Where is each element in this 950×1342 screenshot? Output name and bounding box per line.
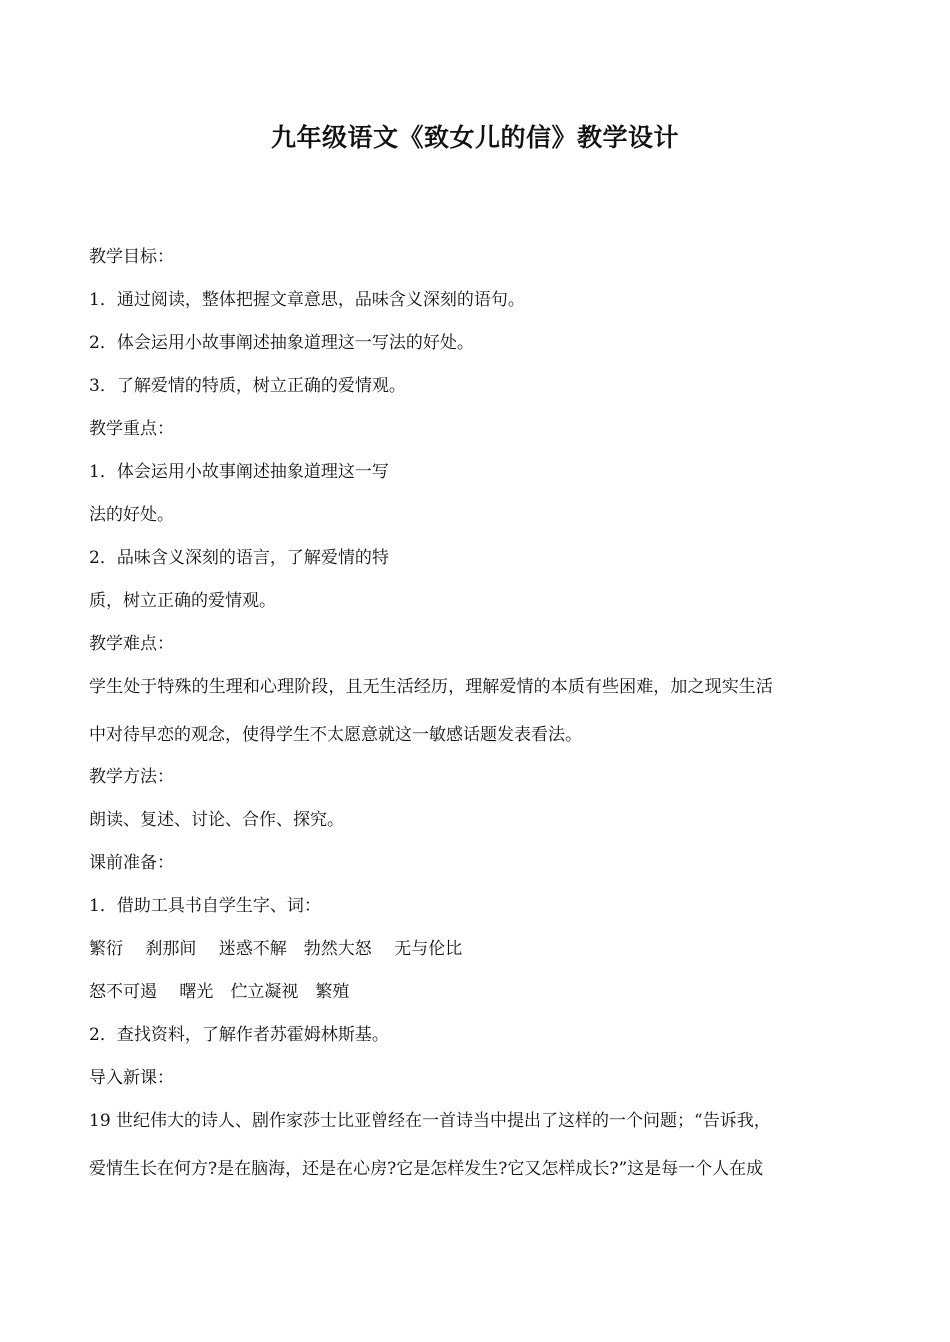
section-heading-difficulties: 教学难点：	[89, 634, 174, 654]
paragraph-line: 质，树立正确的爱情观。	[89, 591, 276, 611]
paragraph-line: 19 世纪伟大的诗人、剧作家莎士比亚曾经在一首诗当中提出了这样的一个问题；“告诉我，	[89, 1111, 771, 1131]
paragraph-line: 1．借助工具书自学生字、词：	[89, 896, 321, 916]
section-heading-objectives: 教学目标：	[89, 247, 174, 267]
section-heading-preparation: 课前准备：	[89, 853, 174, 873]
paragraph-line: 学生处于特殊的生理和心理阶段，且无生活经历，理解爱情的本质有些困难，加之现实生活	[89, 677, 773, 697]
paragraph-line: 2．体会运用小故事阐述抽象道理这一写法的好处。	[89, 333, 474, 353]
section-heading-methods: 教学方法：	[89, 767, 174, 787]
paragraph-line: 中对待早恋的观念，使得学生不太愿意就这一敏感话题发表看法。	[89, 725, 582, 745]
paragraph-line: 2．查找资料，了解作者苏霍姆林斯基。	[89, 1025, 389, 1045]
paragraph-line: 3．了解爱情的特质，树立正确的爱情观。	[89, 376, 406, 396]
section-heading-key-points: 教学重点：	[89, 419, 174, 439]
section-heading-introduction: 导入新课：	[89, 1068, 174, 1088]
vocabulary-line: 繁衍 刹那间 迷惑不解 勃然大怒 无与伦比	[89, 939, 463, 959]
document-title: 九年级语文《致女儿的信》教学设计	[270, 123, 679, 152]
paragraph-line: 法的好处。	[89, 505, 174, 525]
paragraph-line: 2．品味含义深刻的语言，了解爱情的特	[89, 548, 389, 568]
paragraph-line: 1．体会运用小故事阐述抽象道理这一写	[89, 462, 389, 482]
paragraph-line: 1．通过阅读，整体把握文章意思，品味含义深刻的语句。	[89, 290, 525, 310]
paragraph-line: 朗读、复述、讨论、合作、探究。	[89, 810, 344, 830]
paragraph-line: 爱情生长在何方?是在脑海，还是在心房?它是怎样发生?它又怎样成长?”这是每一个人在成	[89, 1159, 764, 1179]
vocabulary-line: 怒不可遏 曙光 伫立凝视 繁殖	[89, 982, 350, 1002]
